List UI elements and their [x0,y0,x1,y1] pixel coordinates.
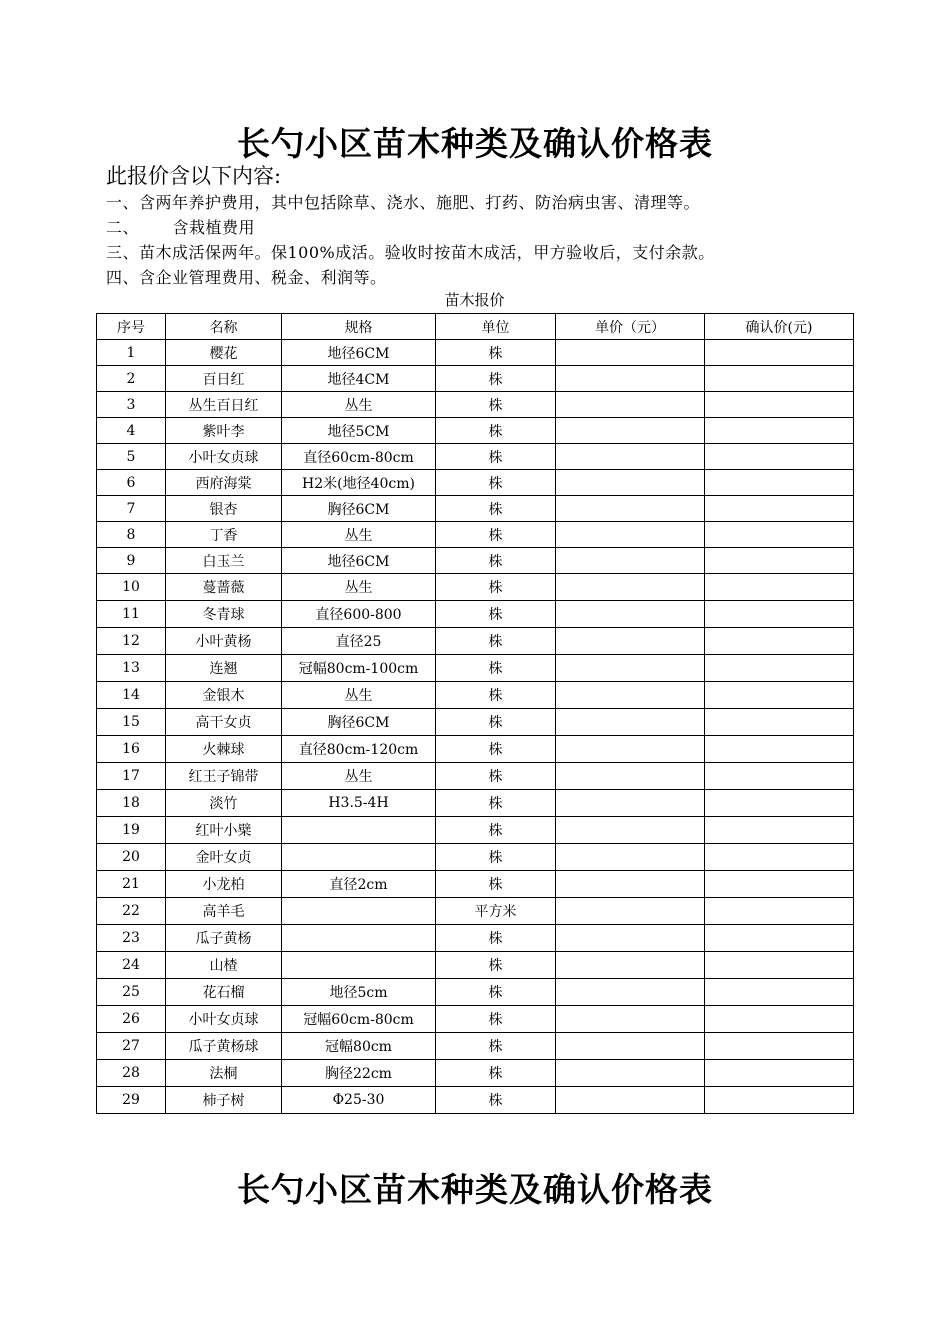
cell-index: 11 [97,601,166,628]
quote-notes [106,162,866,290]
cell-unit-price [556,844,705,871]
cell-name: 蔓蔷薇 [166,574,282,601]
column-header-name: 名称 [166,314,282,340]
cell-unit: 株 [436,340,556,366]
cell-confirmed-price [705,817,854,844]
cell-unit: 株 [436,574,556,601]
table-row [97,952,854,979]
cell-spec [282,844,436,871]
cell-index: 21 [97,871,166,898]
cell-confirmed-price [705,418,854,444]
cell-name: 小叶女贞球 [166,444,282,470]
cell-name: 樱花 [166,340,282,366]
cell-unit: 株 [436,1060,556,1087]
cell-unit-price [556,1087,705,1114]
table-header-row [97,314,854,340]
cell-name: 柿子树 [166,1087,282,1114]
cell-confirmed-price [705,470,854,496]
cell-confirmed-price [705,1087,854,1114]
table-body [97,340,854,1114]
cell-name: 白玉兰 [166,548,282,574]
cell-unit-price [556,601,705,628]
cell-spec: 丛生 [282,574,436,601]
table-row [97,628,854,655]
cell-index: 1 [97,340,166,366]
table-row [97,763,854,790]
table-row [97,844,854,871]
cell-spec [282,952,436,979]
notes-heading: 此报价含以下内容: [106,164,282,188]
cell-index: 10 [97,574,166,601]
cell-confirmed-price [705,628,854,655]
cell-name: 瓜子黄杨 [166,925,282,952]
cell-spec: 丛生 [282,392,436,418]
cell-confirmed-price [705,340,854,366]
cell-confirmed-price [705,444,854,470]
table-row [97,392,854,418]
page-title-repeat: 长勺小区苗木种类及确认价格表 [237,1170,713,1209]
cell-name: 冬青球 [166,601,282,628]
cell-name: 小龙柏 [166,871,282,898]
cell-unit-price [556,763,705,790]
table-row [97,574,854,601]
cell-confirmed-price [705,522,854,548]
cell-spec: 丛生 [282,763,436,790]
cell-confirmed-price [705,979,854,1006]
note-line: 三、苗木成活保两年。保100%成活。验收时按苗木成活，甲方验收后，支付余款。 [106,243,715,262]
cell-unit: 株 [436,628,556,655]
cell-spec: H2米(地径40cm) [282,470,436,496]
cell-unit: 株 [436,522,556,548]
cell-spec: 地径4CM [282,366,436,392]
cell-confirmed-price [705,844,854,871]
note-line: 二、 含栽植费用 [106,218,256,237]
cell-unit-price [556,522,705,548]
cell-index: 15 [97,709,166,736]
cell-spec: 胸径22cm [282,1060,436,1087]
cell-confirmed-price [705,496,854,522]
cell-spec: 地径5CM [282,418,436,444]
cell-confirmed-price [705,655,854,682]
table-row [97,1087,854,1114]
cell-name: 丁香 [166,522,282,548]
table-row [97,340,854,366]
table-row [97,655,854,682]
cell-unit-price [556,979,705,1006]
cell-name: 花石榴 [166,979,282,1006]
cell-unit-price [556,548,705,574]
cell-unit: 株 [436,392,556,418]
cell-index: 2 [97,366,166,392]
cell-unit: 株 [436,790,556,817]
cell-confirmed-price [705,366,854,392]
cell-unit-price [556,574,705,601]
cell-unit-price [556,898,705,925]
cell-unit-price [556,925,705,952]
cell-unit-price [556,682,705,709]
cell-index: 29 [97,1087,166,1114]
table-row [97,444,854,470]
cell-index: 18 [97,790,166,817]
cell-unit: 株 [436,601,556,628]
cell-index: 17 [97,763,166,790]
cell-unit-price [556,444,705,470]
table-row [97,979,854,1006]
cell-unit: 株 [436,763,556,790]
cell-index: 25 [97,979,166,1006]
cell-unit: 株 [436,925,556,952]
cell-spec: 胸径6CM [282,709,436,736]
cell-unit-price [556,366,705,392]
table-row [97,548,854,574]
cell-unit-price [556,871,705,898]
cell-unit-price [556,817,705,844]
cell-index: 8 [97,522,166,548]
cell-index: 3 [97,392,166,418]
cell-name: 小叶女贞球 [166,1006,282,1033]
cell-unit: 株 [436,548,556,574]
cell-unit-price [556,790,705,817]
cell-confirmed-price [705,682,854,709]
cell-spec: H3.5-4H [282,790,436,817]
cell-confirmed-price [705,1033,854,1060]
table-row [97,1060,854,1087]
cell-spec: 胸径6CM [282,496,436,522]
column-header-spec: 规格 [282,314,436,340]
cell-name: 连翘 [166,655,282,682]
cell-unit-price [556,1033,705,1060]
cell-confirmed-price [705,736,854,763]
cell-index: 19 [97,817,166,844]
cell-unit-price [556,952,705,979]
cell-unit-price [556,1060,705,1087]
cell-name: 山楂 [166,952,282,979]
cell-unit: 株 [436,844,556,871]
table-row [97,601,854,628]
cell-name: 火棘球 [166,736,282,763]
cell-confirmed-price [705,871,854,898]
cell-unit: 株 [436,496,556,522]
cell-index: 24 [97,952,166,979]
cell-index: 13 [97,655,166,682]
cell-spec: 丛生 [282,682,436,709]
cell-unit-price [556,340,705,366]
cell-spec [282,925,436,952]
cell-unit-price [556,392,705,418]
column-header-unit: 单位 [436,314,556,340]
cell-name: 红王子锦带 [166,763,282,790]
cell-confirmed-price [705,548,854,574]
cell-spec: 直径60cm-80cm [282,444,436,470]
cell-unit-price [556,736,705,763]
cell-index: 7 [97,496,166,522]
table-row [97,817,854,844]
cell-unit-price [556,709,705,736]
cell-index: 23 [97,925,166,952]
cell-unit-price [556,496,705,522]
cell-confirmed-price [705,925,854,952]
cell-name: 高干女贞 [166,709,282,736]
table-row [97,790,854,817]
cell-confirmed-price [705,952,854,979]
cell-unit: 株 [436,655,556,682]
cell-name: 高羊毛 [166,898,282,925]
cell-confirmed-price [705,392,854,418]
cell-confirmed-price [705,763,854,790]
cell-index: 26 [97,1006,166,1033]
cell-unit: 株 [436,736,556,763]
table-row [97,682,854,709]
cell-name: 瓜子黄杨球 [166,1033,282,1060]
cell-unit: 平方米 [436,898,556,925]
cell-unit-price [556,1006,705,1033]
cell-confirmed-price [705,709,854,736]
cell-spec: 冠幅80cm-100cm [282,655,436,682]
table-row [97,709,854,736]
price-table [96,313,854,1114]
cell-index: 4 [97,418,166,444]
column-header-index: 序号 [97,314,166,340]
cell-unit: 株 [436,952,556,979]
table-row [97,418,854,444]
cell-spec: Φ25-30 [282,1087,436,1114]
table-row [97,1033,854,1060]
cell-index: 12 [97,628,166,655]
cell-index: 5 [97,444,166,470]
cell-unit: 株 [436,817,556,844]
note-line: 一、含两年养护费用，其中包括除草、浇水、施肥、打药、防治病虫害、清理等。 [106,193,701,212]
table-row [97,470,854,496]
cell-name: 西府海棠 [166,470,282,496]
cell-unit: 株 [436,1006,556,1033]
cell-name: 小叶黄杨 [166,628,282,655]
cell-index: 16 [97,736,166,763]
page-title: 长勺小区苗木种类及确认价格表 [237,124,713,163]
cell-unit: 株 [436,418,556,444]
cell-spec: 直径25 [282,628,436,655]
cell-name: 金银木 [166,682,282,709]
table-row [97,898,854,925]
cell-unit-price [556,628,705,655]
table-caption: 苗木报价 [444,291,505,309]
cell-unit: 株 [436,709,556,736]
cell-spec: 地径6CM [282,340,436,366]
cell-unit-price [556,470,705,496]
cell-unit-price [556,418,705,444]
table-row [97,736,854,763]
cell-name: 红叶小檗 [166,817,282,844]
cell-spec: 冠幅60cm-80cm [282,1006,436,1033]
cell-name: 法桐 [166,1060,282,1087]
cell-unit-price [556,655,705,682]
cell-unit: 株 [436,682,556,709]
cell-index: 20 [97,844,166,871]
cell-name: 淡竹 [166,790,282,817]
cell-spec: 地径5cm [282,979,436,1006]
table-row [97,871,854,898]
cell-name: 紫叶李 [166,418,282,444]
cell-confirmed-price [705,601,854,628]
cell-spec [282,898,436,925]
cell-unit: 株 [436,1033,556,1060]
cell-spec: 冠幅80cm [282,1033,436,1060]
cell-unit: 株 [436,366,556,392]
cell-spec: 直径2cm [282,871,436,898]
cell-unit: 株 [436,470,556,496]
table-row [97,366,854,392]
cell-confirmed-price [705,574,854,601]
cell-confirmed-price [705,1060,854,1087]
table-row [97,522,854,548]
table-row [97,1006,854,1033]
cell-spec: 地径6CM [282,548,436,574]
cell-name: 金叶女贞 [166,844,282,871]
cell-unit: 株 [436,444,556,470]
column-header-confirmed-price: 确认价(元) [705,314,854,340]
cell-spec [282,817,436,844]
cell-name: 百日红 [166,366,282,392]
cell-index: 14 [97,682,166,709]
cell-spec: 直径600-800 [282,601,436,628]
cell-name: 丛生百日红 [166,392,282,418]
cell-index: 27 [97,1033,166,1060]
cell-unit: 株 [436,979,556,1006]
cell-index: 6 [97,470,166,496]
cell-index: 9 [97,548,166,574]
table-row [97,925,854,952]
cell-unit: 株 [436,1087,556,1114]
cell-index: 22 [97,898,166,925]
cell-spec: 丛生 [282,522,436,548]
table-row [97,496,854,522]
cell-spec: 直径80cm-120cm [282,736,436,763]
cell-confirmed-price [705,1006,854,1033]
cell-confirmed-price [705,790,854,817]
cell-name: 银杏 [166,496,282,522]
cell-unit: 株 [436,871,556,898]
column-header-unit-price: 单价（元） [556,314,705,340]
note-line: 四、含企业管理费用、税金、利润等。 [106,268,387,287]
cell-index: 28 [97,1060,166,1087]
cell-confirmed-price [705,898,854,925]
